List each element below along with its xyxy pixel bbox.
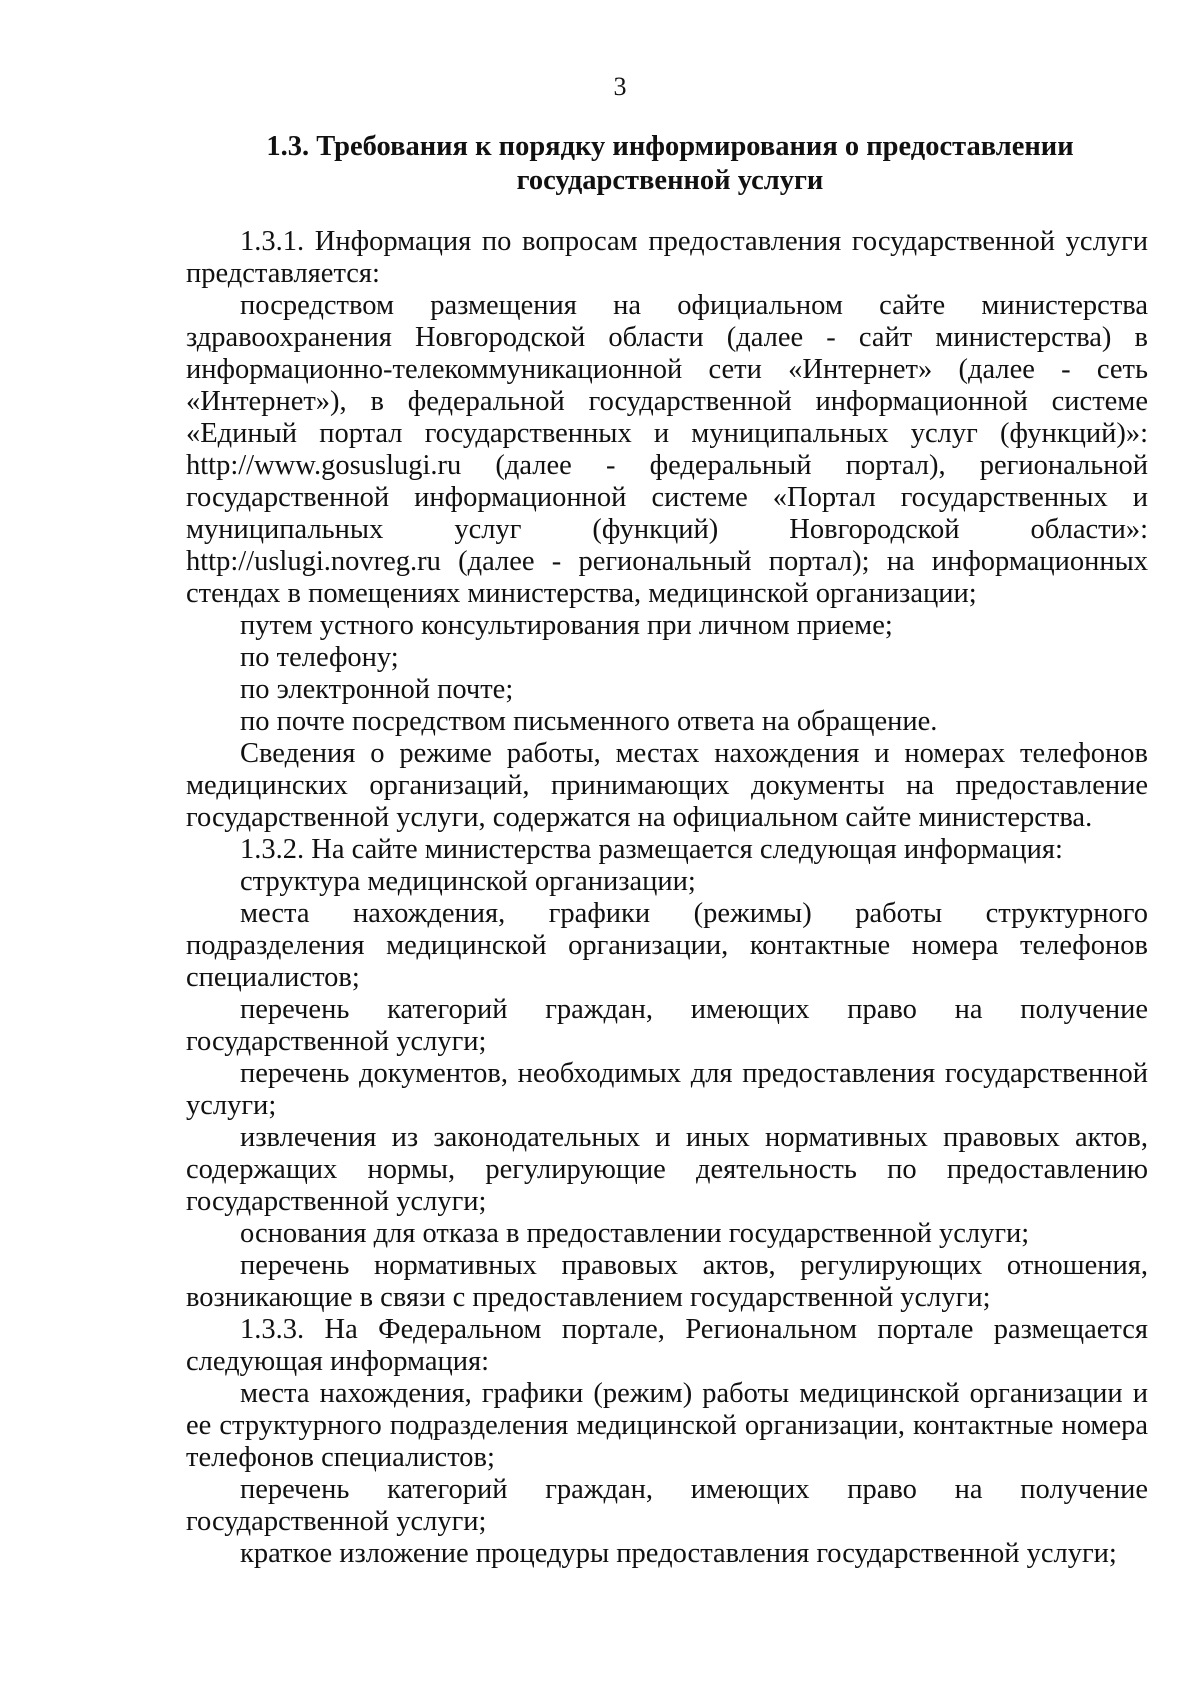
paragraph-email: по электронной почте; xyxy=(240,674,514,705)
paragraph-portal-locations-schedules: места нахождения, графики (режим) работы медицинской организации и ее структурного подразделения медицинской организации, контактные номера телефонов специалистов; xyxy=(186,1378,1148,1473)
paragraph-required-documents: перечень документов, необходимых для предоставления государственной услуги; xyxy=(186,1058,1148,1121)
paragraph-procedure-summary: краткое изложение процедуры предоставления государственной услуги; xyxy=(240,1538,1117,1569)
section-heading xyxy=(230,130,1110,198)
section-heading-line-2: государственной услуги xyxy=(516,165,824,196)
paragraph-post: по почте посредством письменного ответа на обращение. xyxy=(240,706,938,737)
paragraph-information-channels: посредством размещения на официальном сайте министерства здравоохранения Новгородской области (далее - сайт министерства) в информационно-телекоммуникационной сети «Интернет» (далее - сеть «Интернет»), в федеральной государственной информационной системе «Единый портал государственных и муниципальных услуг (функций)»: http://www.gosuslugi.ru (далее - федеральный портал), региональной государственной информационной системе «Портал государственных и муниципальных услуг (функций) Новгородской области»: http://uslugi.novreg.ru (далее - региональный портал); на информационных стендах в помещениях министерства, медицинской организации; xyxy=(186,290,1148,609)
paragraph-1-3-2: 1.3.2. На сайте министерства размещается следующая информация: xyxy=(240,834,1063,865)
paragraph-legal-acts-list: перечень нормативных правовых актов, регулирующих отношения, возникающие в связи с предоставлением государственной услуги; xyxy=(186,1250,1148,1313)
paragraph-1-3-3: 1.3.3. На Федеральном портале, Региональном портале размещается следующая информация: xyxy=(186,1314,1148,1377)
paragraph-eligible-categories: перечень категорий граждан, имеющих право на получение государственной услуги; xyxy=(186,994,1148,1057)
document-body xyxy=(186,226,1148,1570)
paragraph-1-3-1: 1.3.1. Информация по вопросам предоставления государственной услуги представляется: xyxy=(186,226,1148,289)
paragraph-legal-excerpts: извлечения из законодательных и иных нормативных правовых актов, содержащих нормы, регулирующие деятельность по предоставлению государственной услуги; xyxy=(186,1122,1148,1217)
page-number: 3 xyxy=(613,72,627,101)
paragraph-oral-consultation: путем устного консультирования при личном приеме; xyxy=(240,610,893,641)
paragraph-refusal-grounds: основания для отказа в предоставлении государственной услуги; xyxy=(240,1218,1030,1249)
paragraph-work-schedule-info: Сведения о режиме работы, местах нахождения и номерах телефонов медицинских организаций, принимающих документы на предоставление государственной услуги, содержатся на официальном сайте министерства. xyxy=(186,738,1148,833)
section-heading-line-1: 1.3. Требования к порядку информирования о предоставлении xyxy=(266,131,1074,162)
paragraph-locations-schedules: места нахождения, графики (режимы) работы структурного подразделения медицинской организации, контактные номера телефонов специалистов; xyxy=(186,898,1148,993)
paragraph-org-structure: структура медицинской организации; xyxy=(240,866,696,897)
paragraph-telephone: по телефону; xyxy=(240,642,399,673)
paragraph-portal-eligible-categories: перечень категорий граждан, имеющих право на получение государственной услуги; xyxy=(186,1474,1148,1537)
